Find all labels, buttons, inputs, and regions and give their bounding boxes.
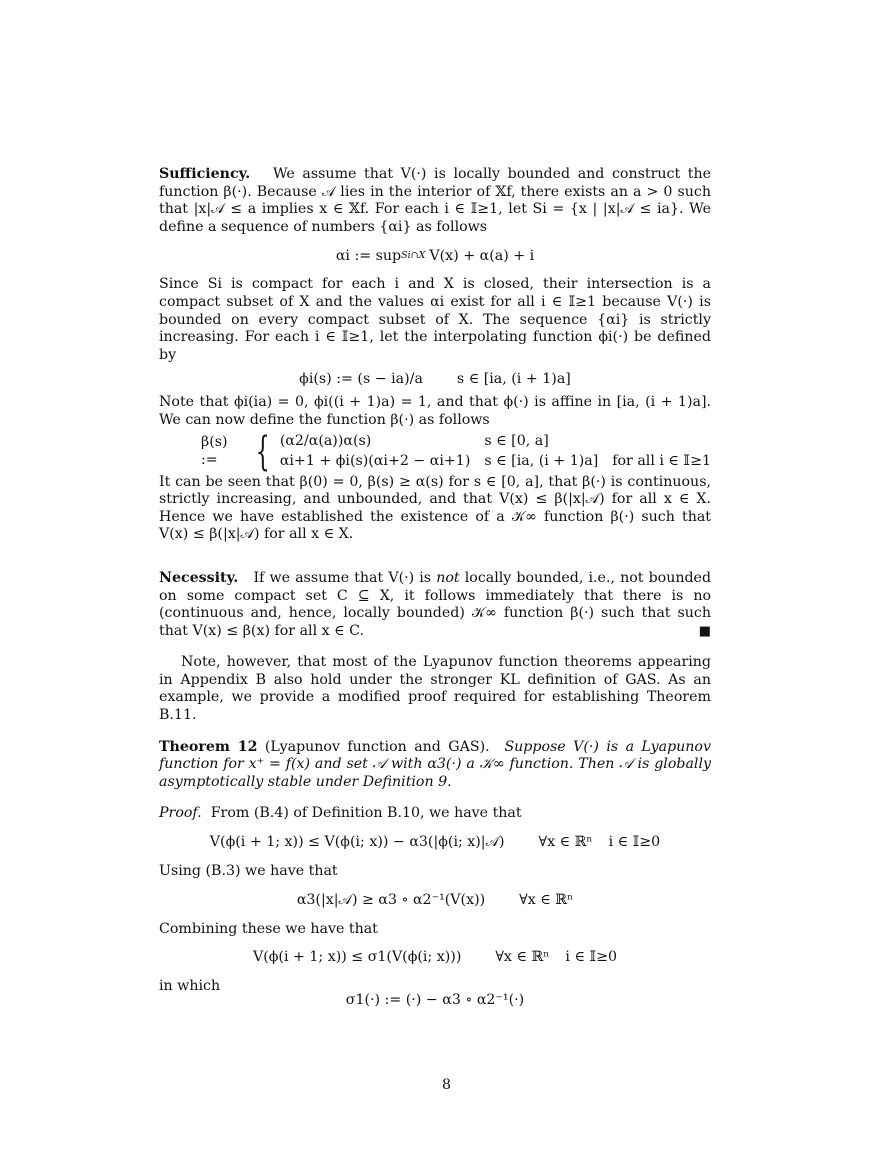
eq2-condition: s ∈ [ia, (i + 1)a]	[456, 370, 571, 387]
proof-label: Proof.	[159, 805, 202, 822]
eq4-index: i ∈ 𝕀≥0	[608, 834, 661, 851]
gap	[159, 640, 711, 654]
eq1-sub-wrap	[401, 250, 425, 262]
necessity-paragraph	[159, 570, 711, 640]
necessity-emphasis: not	[436, 569, 460, 586]
necessity-text-start: If we assume that V(·) is	[253, 569, 432, 586]
gap	[159, 725, 711, 739]
left-brace: {	[256, 428, 271, 475]
sufficiency-paragraph	[159, 166, 711, 236]
theorem-statement: Suppose V(·) is a Lyapunov function for x⁺ = f(x) and set 𝒜 with α3(·) a 𝒦∞ function. Then 𝒜 is globally asymptotically stable under Definition 9.	[159, 738, 711, 790]
proof-intro-text: From (B.4) of Definition B.10, we have that	[210, 805, 522, 822]
eq4-forall: ∀x ∈ ℝⁿ	[538, 834, 593, 851]
note-paragraph: Note, however, that most of the Lyapunov function theorems appearing in Appendix B also hold under the stronger KL definition of GAS. As an example, we provide a modified proof required for establishing Theorem B.11.	[159, 654, 711, 724]
eq5-expression: α3(|x|𝒜) ≥ α3 ∘ α2⁻¹(V(x))	[296, 891, 486, 908]
piecewise-cases	[280, 433, 711, 470]
theorem-title: (Lyapunov function and GAS).	[264, 738, 490, 755]
theorem-label: Theorem 12	[159, 738, 258, 755]
sufficiency-paragraph-3: Note that ϕi(ia) = 0, ϕi((i + 1)a) = 1, and that ϕ(·) is affine in [ia, (i + 1)a]. We can now define the function β(·) as follows	[159, 394, 711, 428]
equation-b4	[159, 823, 711, 863]
equation-phi-i	[159, 364, 711, 394]
combining-text: Combining these we have that	[159, 920, 378, 937]
using-text: Using (B.3) we have that	[159, 863, 338, 880]
eq1-subscript: Si∩X	[401, 250, 426, 262]
page-number: 8	[441, 1077, 452, 1093]
equation-alpha-i	[159, 236, 711, 276]
theorem-paragraph	[159, 739, 711, 792]
sufficiency-paragraph-2: Since Si is compact for each i and X is closed, their intersection is a compact subset of X and the values αi exist for all i ∈ 𝕀≥1 because V(·) is bounded on every compact subset of X. The sequence {αi} is strictly increasing. For each i ∈ 𝕀≥1, let the interpolating function ϕi(·) be defined by	[159, 276, 711, 363]
equation-combined	[159, 938, 711, 978]
eq5-forall: ∀x ∈ ℝⁿ	[519, 891, 574, 908]
gap	[159, 791, 711, 805]
eq6-expression: V(ϕ(i + 1; x)) ≤ σ1(V(ϕ(i; x)))	[252, 949, 462, 966]
eq6-forall: ∀x ∈ ℝⁿ	[495, 949, 550, 966]
case2-extra: for all i ∈ 𝕀≥1	[612, 452, 711, 469]
sufficiency-paragraph-4: It can be seen that β(0) = 0, β(s) ≥ α(s) for s ∈ [0, a], that β(·) is continuous, strictly increasing, and unbounded, and that V(x) ≤ β(|x|𝒜) for all x ∈ X. Hence we have established the existence of a 𝒦∞ function β(·) such that V(x) ≤ β(|x|𝒜) for all x ∈ X.	[159, 473, 711, 543]
eq3-lhs: β(s) :=	[201, 433, 228, 468]
equation-sigma	[159, 990, 711, 1012]
case1-condition: s ∈ [0, a]	[484, 432, 549, 449]
equation-beta-piecewise	[201, 430, 711, 474]
eq6-index: i ∈ 𝕀≥0	[565, 949, 618, 966]
necessity-text-end: locally bounded, i.e., not bounded on some compact set C ⊆ X, it follows immediately that there is no (continuous and, hence, locally bounded) 𝒦∞ function β(·) such that such that V(x) ≤ β(x) for all x ∈ C.	[159, 569, 712, 639]
case2-expression: αi+1 + ϕi(s)(αi+2 − αi+1)	[279, 452, 471, 469]
eq2-expression: ϕi(s) := (s − ia)/a	[299, 370, 423, 387]
case1-extra	[612, 433, 711, 451]
qed-symbol: ■	[698, 623, 711, 639]
case1-expression: (α2/α(a))α(s)	[279, 432, 372, 449]
eq1-rhs: V(x) + α(a) + i	[429, 247, 535, 264]
necessity-heading: Necessity.	[159, 569, 239, 586]
proof-intro	[159, 805, 711, 823]
eq1-lhs: αi := sup	[335, 247, 402, 264]
equation-b3	[159, 881, 711, 921]
page-content	[159, 166, 711, 1012]
sufficiency-heading: Sufficiency.	[159, 166, 251, 182]
section-gap	[159, 544, 711, 570]
eq7-expression: σ1(·) := (·) − α3 ∘ α2⁻¹(·)	[345, 992, 525, 1009]
case2-condition: s ∈ [ia, (i + 1)a]	[484, 452, 599, 469]
in-which-text: in which	[159, 978, 221, 995]
sufficiency-text-1: We assume that V(·) is locally bounded and construct the function β(·). Because 𝒜 lies in the interior of 𝕏f, there exists an a > 0 such that |x|𝒜 ≤ a implies x ∈ 𝕏f. For each i ∈ 𝕀≥1, let Si = {x | |x|𝒜 ≤ ia}. We define a sequence of numbers {αi} as follows	[159, 166, 711, 235]
eq4-expression: V(ϕ(i + 1; x)) ≤ V(ϕ(i; x)) − α3(|ϕ(i; x)|𝒜)	[209, 834, 505, 851]
